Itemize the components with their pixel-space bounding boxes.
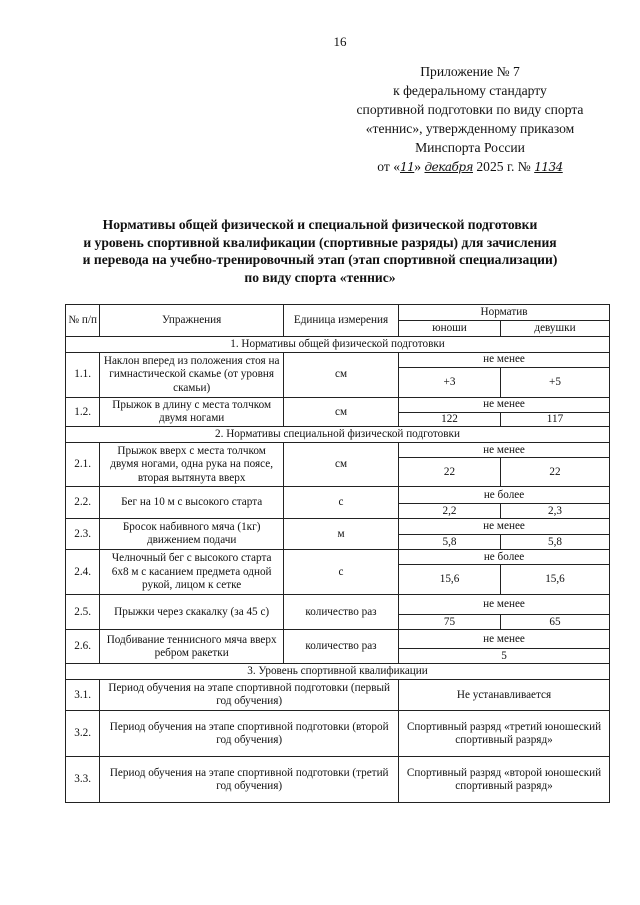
row-unit: см bbox=[284, 443, 399, 487]
row-period: Период обучения на этапе спортивной подготовки (первый год обучения) bbox=[100, 680, 399, 711]
row-both: 5 bbox=[399, 649, 610, 664]
appendix-line: Минспорта России bbox=[415, 140, 525, 155]
row-exercise: Наклон вперед из положения стоя на гимнастической скамье (от уровня скамьи) bbox=[100, 353, 284, 398]
row-unit: см bbox=[284, 398, 399, 427]
row-level: Спортивный разряд «третий юношеский спортивный разряд» bbox=[399, 711, 610, 757]
row-unit: количество раз bbox=[284, 595, 399, 630]
appendix-line: Приложение № 7 bbox=[420, 64, 520, 79]
row-condition: не менее bbox=[399, 443, 610, 458]
title-line: и перевода на учебно-тренировочный этап (этап спортивной специализации) bbox=[82, 252, 558, 267]
row-exercise: Бросок набивного мяча (1кг) движением подачи bbox=[100, 519, 284, 550]
table-row bbox=[66, 595, 610, 615]
row-unit: количество раз bbox=[284, 630, 399, 664]
row-boys: 75 bbox=[399, 615, 501, 630]
row-num: 1.1. bbox=[66, 353, 100, 398]
table-row bbox=[66, 711, 610, 757]
row-condition: не менее bbox=[399, 595, 610, 615]
date-month-handwritten: декабря bbox=[424, 160, 473, 174]
appendix-line: «теннис», утвержденному приказом bbox=[365, 121, 575, 136]
row-period: Период обучения на этапе спортивной подготовки (второй год обучения) bbox=[100, 711, 399, 757]
date-mid: » bbox=[414, 159, 425, 174]
row-period: Период обучения на этапе спортивной подготовки (третий год обучения) bbox=[100, 757, 399, 803]
appendix-line: спортивной подготовки по виду спорта bbox=[356, 102, 584, 117]
row-num: 2.2. bbox=[66, 487, 100, 519]
title-line: и уровень спортивной квалификации (спортивные разряды) для зачисления bbox=[83, 234, 557, 250]
row-num: 3.1. bbox=[66, 680, 100, 711]
row-unit: с bbox=[284, 487, 399, 519]
header-row bbox=[66, 305, 610, 321]
row-unit: м bbox=[284, 519, 399, 550]
header-boys: юноши bbox=[399, 321, 501, 337]
table-row bbox=[66, 353, 610, 368]
row-boys: +3 bbox=[399, 368, 501, 398]
row-exercise: Прыжки через скакалку (за 45 с) bbox=[100, 595, 284, 630]
title-line: Нормативы общей физической и специальной физической подготовки bbox=[102, 217, 538, 232]
appendix-line: к федеральному стандарту bbox=[393, 83, 547, 98]
row-unit: см bbox=[284, 353, 399, 398]
row-num: 1.2. bbox=[66, 398, 100, 427]
table-row bbox=[66, 757, 610, 803]
table-row bbox=[66, 398, 610, 413]
section-row bbox=[66, 337, 610, 353]
row-boys: 22 bbox=[399, 458, 501, 487]
header-girls: девушки bbox=[500, 321, 609, 337]
row-num: 3.2. bbox=[66, 711, 100, 757]
row-exercise: Прыжок в длину с места толчком двумя ногами bbox=[100, 398, 284, 427]
row-exercise: Бег на 10 м с высокого старта bbox=[100, 487, 284, 519]
row-girls: 15,6 bbox=[500, 565, 609, 595]
row-num: 2.1. bbox=[66, 443, 100, 487]
table-row bbox=[66, 519, 610, 535]
row-condition: не более bbox=[399, 550, 610, 565]
row-condition: не более bbox=[399, 487, 610, 504]
row-num: 2.5. bbox=[66, 595, 100, 630]
norms-table bbox=[65, 304, 610, 803]
table-row bbox=[66, 443, 610, 458]
row-condition: не менее bbox=[399, 353, 610, 368]
table-row bbox=[66, 680, 610, 711]
section-title: 1. Нормативы общей физической подготовки bbox=[66, 337, 610, 353]
table-row bbox=[66, 550, 610, 565]
row-girls: 2,3 bbox=[500, 504, 609, 519]
section-title: 3. Уровень спортивной квалификации bbox=[66, 664, 610, 680]
document-title bbox=[40, 216, 600, 286]
row-level: Спортивный разряд «второй юношеский спортивный разряд» bbox=[399, 757, 610, 803]
order-number-handwritten: 1134 bbox=[534, 160, 563, 174]
row-unit: с bbox=[284, 550, 399, 595]
order-date-line bbox=[340, 157, 600, 177]
header-num: № п/п bbox=[66, 305, 100, 337]
date-day-handwritten: 11 bbox=[400, 160, 415, 174]
row-exercise: Челночный бег с высокого старта 6х8 м с касанием предмета одной рукой, лицом к сетке bbox=[100, 550, 284, 595]
row-num: 2.3. bbox=[66, 519, 100, 550]
row-condition: не менее bbox=[399, 630, 610, 649]
section-row bbox=[66, 427, 610, 443]
row-boys: 2,2 bbox=[399, 504, 501, 519]
row-girls: 22 bbox=[500, 458, 609, 487]
date-year: 2025 г. № bbox=[472, 159, 535, 174]
row-num: 3.3. bbox=[66, 757, 100, 803]
page-number: 16 bbox=[333, 34, 347, 49]
section-row bbox=[66, 664, 610, 680]
row-boys: 5,8 bbox=[399, 535, 501, 550]
date-prefix: от « bbox=[377, 159, 401, 174]
row-exercise: Прыжок вверх с места толчком двумя ногами, одна рука на поясе, вторая вытянута вверх bbox=[100, 443, 284, 487]
table-row bbox=[66, 630, 610, 649]
row-girls: +5 bbox=[500, 368, 609, 398]
header-norm: Норматив bbox=[399, 305, 610, 321]
header-unit: Единица измерения bbox=[284, 305, 399, 337]
row-boys: 122 bbox=[399, 413, 501, 427]
row-level: Не устанавливается bbox=[399, 680, 610, 711]
title-line: по виду спорта «теннис» bbox=[244, 269, 396, 285]
row-girls: 65 bbox=[500, 615, 609, 630]
table-row bbox=[66, 487, 610, 504]
header-exercise: Упражнения bbox=[100, 305, 284, 337]
appendix-header bbox=[340, 62, 600, 177]
section-title: 2. Нормативы специальной физической подготовки bbox=[66, 427, 610, 443]
row-girls: 5,8 bbox=[500, 535, 609, 550]
row-girls: 117 bbox=[500, 413, 609, 427]
row-boys: 15,6 bbox=[399, 565, 501, 595]
row-exercise: Подбивание теннисного мяча вверх ребром ракетки bbox=[100, 630, 284, 664]
row-num: 2.6. bbox=[66, 630, 100, 664]
row-num: 2.4. bbox=[66, 550, 100, 595]
row-condition: не менее bbox=[399, 519, 610, 535]
row-condition: не менее bbox=[399, 398, 610, 413]
